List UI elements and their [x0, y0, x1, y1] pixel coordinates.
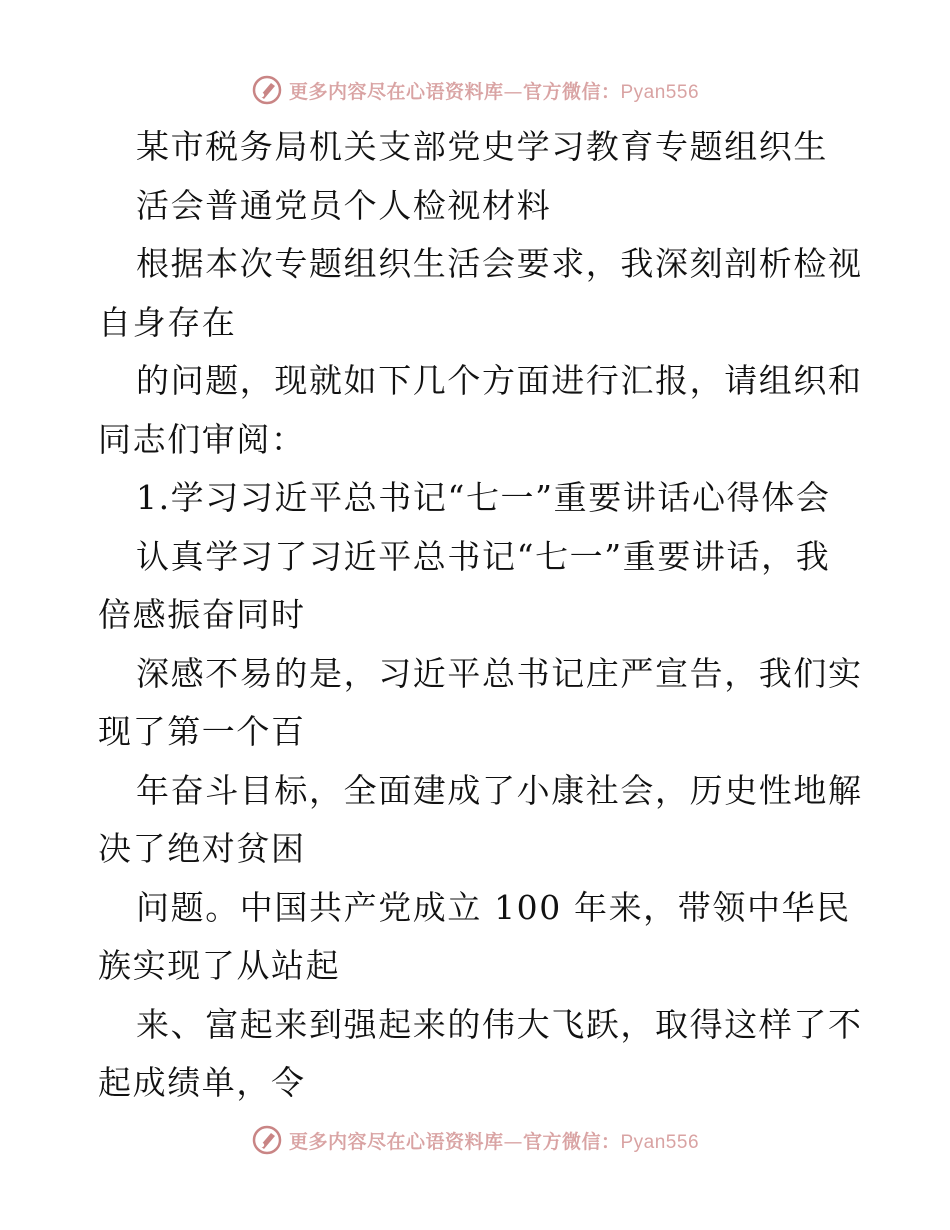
banner-text	[289, 1127, 699, 1154]
doc-line: 倍感振奋同时	[98, 595, 306, 634]
banner-label: 官方微信：	[522, 80, 621, 103]
doc-line: 问题。中国共产党成立 100 年来，带领中华民	[136, 887, 851, 927]
pen-seal-icon	[251, 1124, 283, 1156]
banner-dash: —	[503, 80, 523, 103]
doc-line: 认真学习了习近平总书记“七一”重要讲话，我	[136, 536, 831, 576]
pen-seal-icon	[251, 74, 283, 106]
doc-line: 决了绝对贫困	[98, 829, 306, 868]
doc-line: 起成绩单，令	[98, 1063, 306, 1102]
banner-main: 更多内容尽在心语资料库	[288, 1130, 504, 1153]
doc-line: 某市税务局机关支部党史学习教育专题组织生	[136, 127, 828, 166]
doc-line: 根据本次专题组织生活会要求，我深刻剖析检视	[136, 244, 863, 283]
doc-line: 活会普通党员个人检视材料	[136, 185, 552, 225]
doc-line: 现了第一个百	[98, 712, 306, 751]
banner-account: Pyan556	[620, 81, 700, 103]
doc-line: 自身存在	[98, 302, 237, 342]
doc-line: 同志们审阅：	[98, 419, 306, 459]
document-body	[98, 118, 863, 1113]
banner-label: 官方微信：	[522, 1130, 621, 1153]
doc-line: 年奋斗目标，全面建成了小康社会，历史性地解	[136, 770, 863, 810]
doc-line: 1.学习习近平总书记“七一”重要讲话心得体会	[136, 478, 831, 517]
banner-text	[289, 77, 699, 104]
banner-account: Pyan556	[620, 1131, 700, 1153]
banner-main: 更多内容尽在心语资料库	[288, 80, 504, 103]
doc-line: 的问题，现就如下几个方面进行汇报，请组织和	[136, 361, 863, 400]
doc-line: 来、富起来到强起来的伟大飞跃，取得这样了不	[136, 1004, 863, 1044]
header-watermark-banner	[0, 70, 950, 110]
footer-watermark-banner	[0, 1120, 950, 1160]
doc-line: 族实现了从站起	[98, 946, 341, 985]
doc-line: 深感不易的是，习近平总书记庄严宣告，我们实	[136, 653, 863, 693]
banner-dash: —	[503, 1130, 523, 1153]
